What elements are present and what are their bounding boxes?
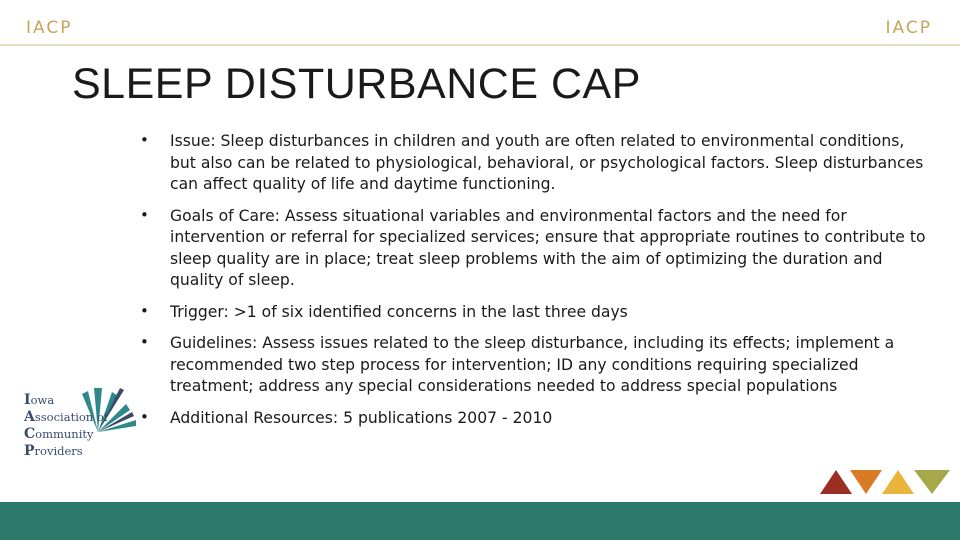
bullet-dot-icon: • xyxy=(140,301,149,320)
bullet-dot-icon: • xyxy=(140,333,149,351)
bullet-list xyxy=(140,131,930,439)
bullet-item xyxy=(140,206,930,292)
header-brand-left: IACP xyxy=(26,18,73,38)
triangle-yellow-icon xyxy=(882,470,914,494)
triangle-olive-icon xyxy=(914,470,950,494)
bullet-dot-icon: • xyxy=(140,205,149,224)
bullet-text: Additional Resources: 5 publications 2007 - 2010 xyxy=(170,408,553,427)
header-divider xyxy=(0,44,960,46)
footer-bar xyxy=(0,502,960,540)
iacp-wordmark xyxy=(24,392,108,460)
bullet-item xyxy=(140,302,930,324)
bullet-item xyxy=(140,333,930,398)
triangle-red-icon xyxy=(820,470,852,494)
bullet-dot-icon: • xyxy=(140,407,149,426)
bullet-item xyxy=(140,131,930,196)
bullet-text: Guidelines: Assess issues related to the sleep disturbance, including its effects; implement a recommended two step process for intervention; ID any conditions requiring specialized treatment; address any special considerations needed to address special populations xyxy=(170,334,895,395)
wordmark-line: Community xyxy=(24,426,94,442)
bullet-text: Issue: Sleep disturbances in children and youth are often related to environmental conditions, but also can be related to physiological, behavioral, or psychological factors. Sleep disturbances can affect quality of life and daytime functioning. xyxy=(170,132,924,193)
decorative-triangles xyxy=(820,470,954,496)
triangle-orange-icon xyxy=(850,470,882,494)
bullet-item xyxy=(140,408,930,430)
wordmark-line: Iowa xyxy=(24,392,55,408)
wordmark-line: Providers xyxy=(24,443,83,459)
wordmark-line: Association of xyxy=(24,409,109,425)
header-brand-right: IACP xyxy=(885,18,932,38)
bullet-text: Goals of Care: Assess situational variables and environmental factors and the need for intervention or referral for specialized services; ensure that appropriate routines to contribute to sleep quality are in place; treat sleep problems with the aim of optimizing the duration and quality of sleep. xyxy=(170,206,926,289)
bullet-text: Trigger: >1 of six identified concerns in the last three days xyxy=(170,302,628,321)
slide-title: SLEEP DISTURBANCE CAP xyxy=(72,60,641,108)
bullet-dot-icon: • xyxy=(140,131,149,149)
